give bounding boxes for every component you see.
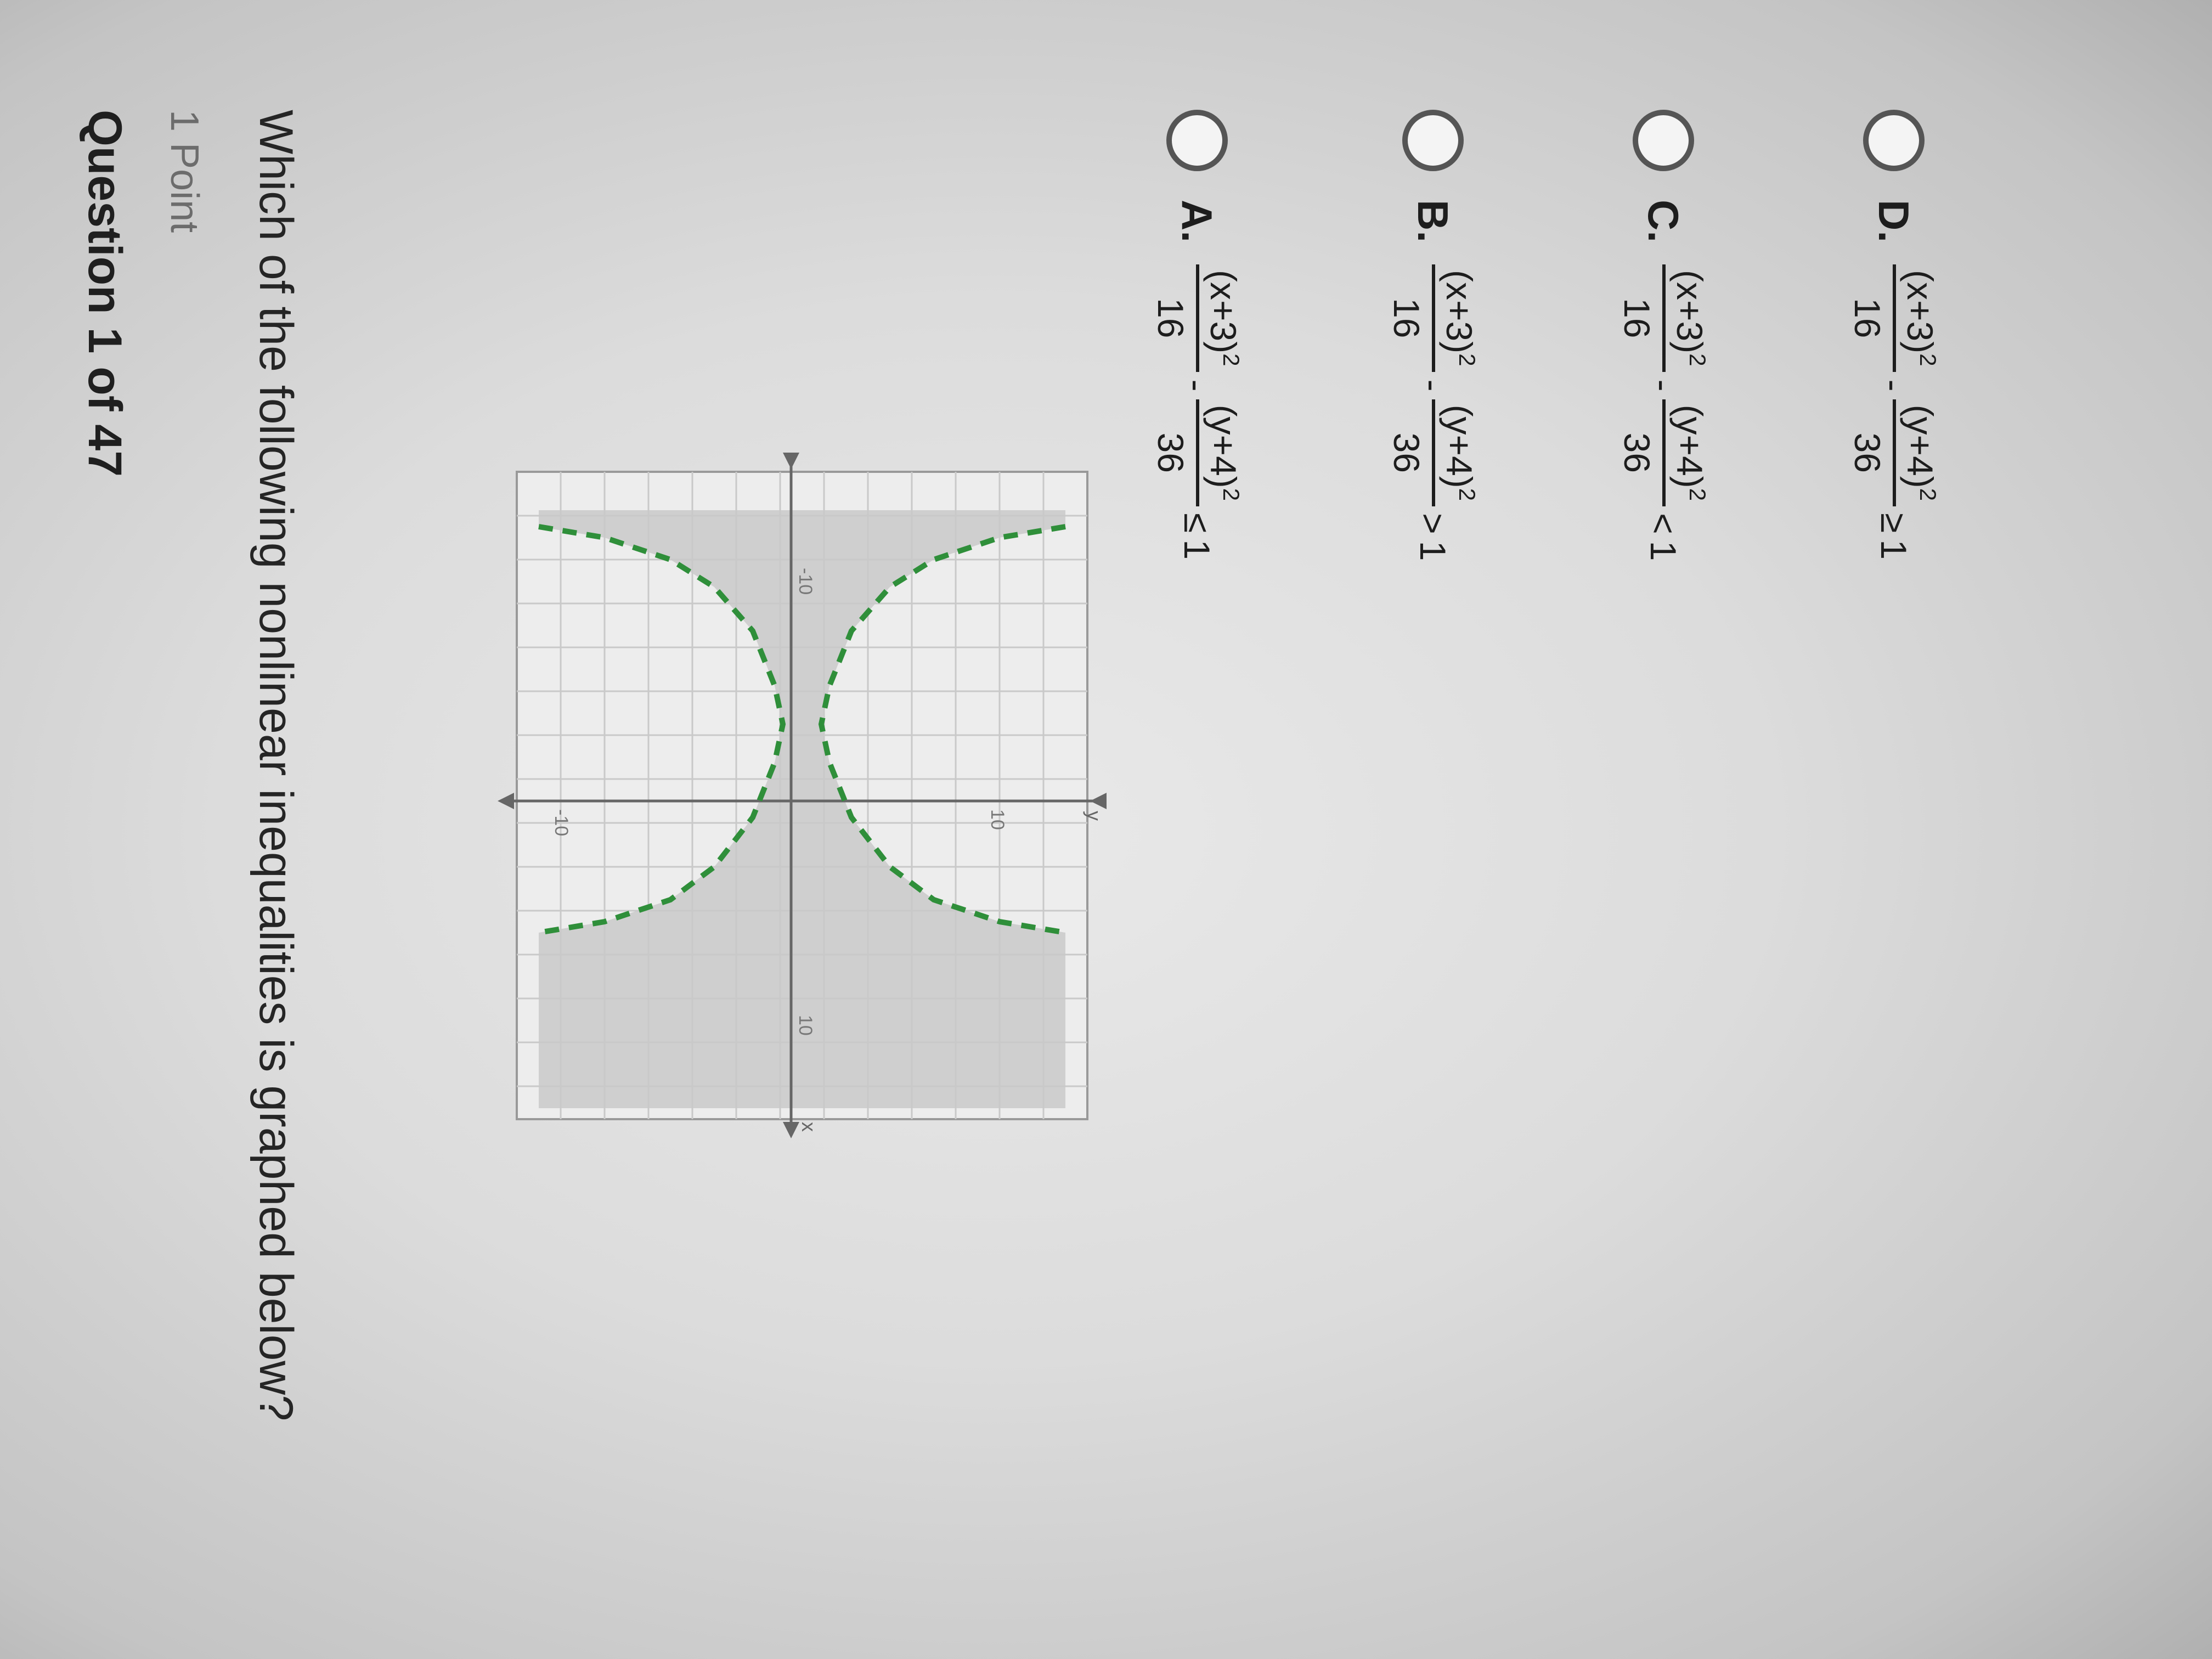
question-text: Which of the following nonlinear inequalities is graphed below? (250, 110, 302, 1421)
tick-label-x-neg: -10 (795, 568, 816, 595)
option-letter: D. (1870, 200, 1918, 242)
term1-numerator: (x+3) (1203, 270, 1244, 354)
relation-sign: > (1413, 513, 1453, 534)
term1-numerator: (x+3) (1900, 270, 1940, 354)
fraction-y: $(y+4)^2$ 36 (1847, 399, 1941, 507)
minus-sign: - (1177, 379, 1217, 392)
rhs-value: 1 (1874, 539, 1914, 560)
relation-sign: ≥ (1874, 513, 1914, 533)
term2-numerator: (y+4) (1203, 404, 1244, 488)
relation-sign: ≤ (1177, 513, 1217, 533)
relation-sign: < (1643, 513, 1684, 534)
term1-denominator: 16 (1847, 298, 1888, 338)
term2-denominator: 36 (1617, 432, 1657, 473)
term2-denominator: 36 (1386, 432, 1427, 473)
fraction-y: $(y+4)^2$ 36 (1616, 399, 1711, 507)
term2-numerator: (y+4) (1669, 404, 1710, 488)
term1-numerator: (x+3) (1669, 270, 1710, 354)
term1-denominator: 16 (1386, 298, 1427, 338)
rhs-value: 1 (1177, 539, 1217, 560)
rhs-value: 1 (1643, 540, 1684, 561)
x-axis-label: x (798, 1122, 820, 1132)
option-letter: A. (1173, 200, 1222, 242)
radio-d[interactable] (1863, 110, 1925, 171)
option-d[interactable] (1806, 110, 1982, 560)
option-a[interactable] (1109, 110, 1285, 560)
fraction-y: $(y+4)^2$ 36 (1386, 399, 1480, 507)
term1-numerator: (x+3) (1439, 270, 1480, 354)
fraction-x: $(x+3)^2$ 16 (1386, 264, 1480, 372)
minus-sign: - (1643, 379, 1684, 392)
option-letter: C. (1639, 200, 1688, 242)
rhs-value: 1 (1413, 540, 1453, 561)
term2-denominator: 36 (1150, 432, 1191, 473)
radio-c[interactable] (1633, 110, 1694, 171)
question-points: 1 Point (162, 110, 206, 233)
option-letter: B. (1409, 200, 1458, 242)
term1-denominator: 16 (1150, 298, 1191, 338)
tick-label-x-pos: 10 (795, 1015, 816, 1036)
radio-a[interactable] (1166, 110, 1228, 171)
minus-sign: - (1413, 379, 1453, 392)
fraction-y: $(y+4)^2$ 36 (1150, 399, 1244, 507)
tick-label-y-pos: 10 (987, 809, 1008, 830)
term2-denominator: 36 (1847, 432, 1888, 473)
term2-numerator: (y+4) (1439, 404, 1480, 488)
option-c[interactable] (1576, 110, 1751, 561)
fraction-x: $(x+3)^2$ 16 (1150, 264, 1244, 372)
fraction-x: $(x+3)^2$ 16 (1847, 264, 1941, 372)
hyperbola-graph (495, 450, 1109, 1141)
tick-label-y-neg: -10 (551, 809, 572, 837)
term1-denominator: 16 (1617, 298, 1657, 338)
radio-b[interactable] (1402, 110, 1464, 171)
option-b[interactable] (1345, 110, 1521, 561)
fraction-x: $(x+3)^2$ 16 (1616, 264, 1711, 372)
y-axis-label: y (1083, 811, 1105, 821)
minus-sign: - (1874, 379, 1914, 392)
term2-numerator: (y+4) (1900, 404, 1940, 488)
question-title: Question 1 of 47 (78, 110, 131, 477)
